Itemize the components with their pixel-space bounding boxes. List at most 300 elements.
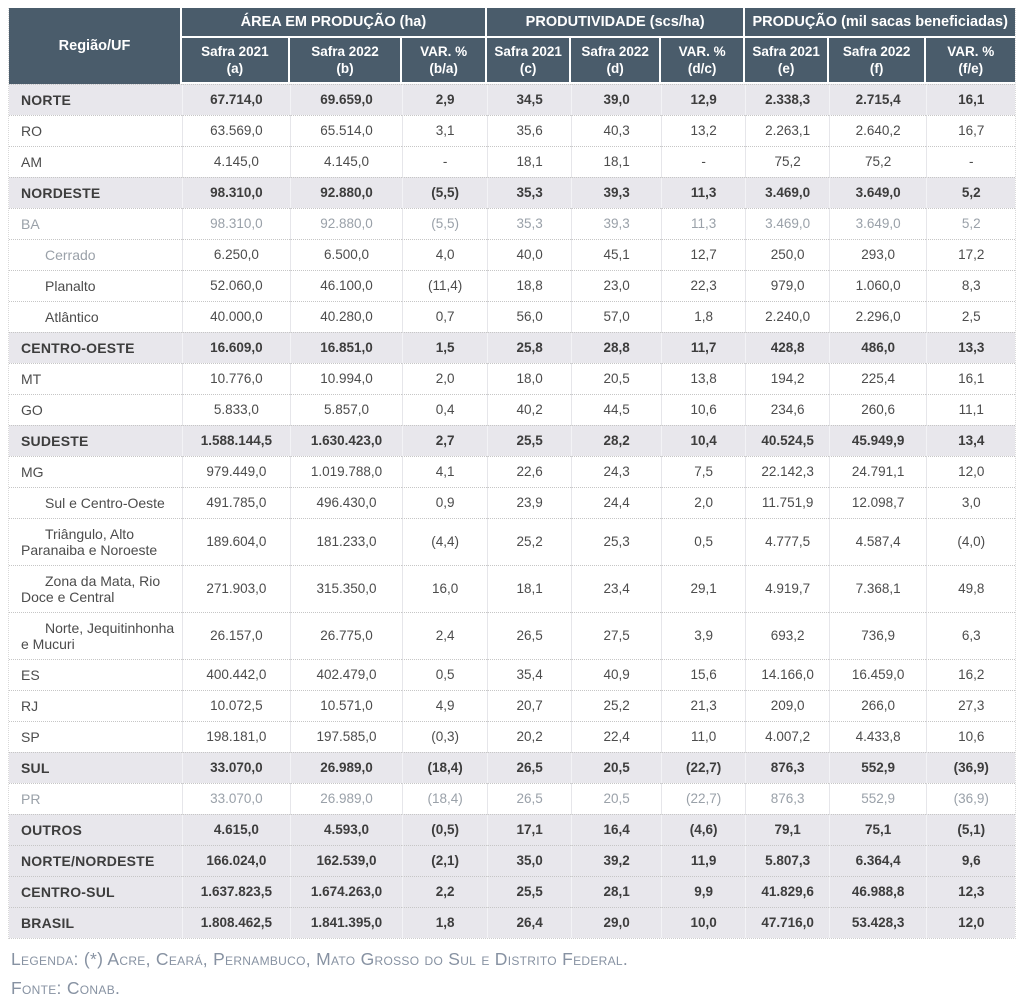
production-table — [8, 8, 1016, 939]
cell-value: 4.007,2 — [745, 721, 828, 752]
column-header-safra2022-d — [571, 38, 661, 84]
cell-value: 17,1 — [487, 814, 572, 845]
cell-value: (22,7) — [661, 752, 746, 783]
cell-value: 250,0 — [745, 239, 828, 270]
table-row — [9, 270, 1015, 301]
cell-value: 27,5 — [571, 612, 661, 659]
group-header-produtividade: PRODUTIVIDADE (scs/ha) — [487, 8, 746, 38]
cell-value: 16,2 — [926, 659, 1015, 690]
cell-value: 11,9 — [661, 845, 746, 876]
row-label: NORTE — [9, 84, 182, 115]
cell-value: (5,1) — [926, 814, 1015, 845]
cell-value: 189.604,0 — [182, 518, 290, 565]
cell-value: 40,0 — [487, 239, 572, 270]
cell-value: 26.775,0 — [290, 612, 403, 659]
row-label: MG — [9, 456, 182, 487]
cell-value: 79,1 — [745, 814, 828, 845]
cell-value: 6.500,0 — [290, 239, 403, 270]
cell-value: 23,0 — [571, 270, 661, 301]
cell-value: (4,6) — [661, 814, 746, 845]
cell-value: 98.310,0 — [182, 177, 290, 208]
cell-value: 26.989,0 — [290, 752, 403, 783]
column-header-line2: (d) — [606, 61, 624, 76]
table-row — [9, 518, 1015, 565]
column-header-var-dc — [661, 38, 746, 84]
cell-value: 16.609,0 — [182, 332, 290, 363]
cell-value: 16,0 — [402, 565, 487, 612]
row-label: SUDESTE — [9, 425, 182, 456]
cell-value: 12,7 — [661, 239, 746, 270]
table-row — [9, 425, 1015, 456]
row-label: NORDESTE — [9, 177, 182, 208]
row-label: Cerrado — [9, 239, 182, 270]
cell-value: 4,1 — [402, 456, 487, 487]
cell-value: 16.851,0 — [290, 332, 403, 363]
cell-value: 11,1 — [926, 394, 1015, 425]
cell-value: 2.240,0 — [745, 301, 828, 332]
column-header-region: Região/UF — [9, 8, 182, 84]
table-row — [9, 690, 1015, 721]
cell-value: 44,5 — [571, 394, 661, 425]
cell-value: 162.539,0 — [290, 845, 403, 876]
cell-value: (5,5) — [402, 208, 487, 239]
column-header-line1: VAR. % — [420, 44, 468, 59]
cell-value: 10.571,0 — [290, 690, 403, 721]
cell-value: (18,4) — [402, 783, 487, 814]
cell-value: 293,0 — [829, 239, 927, 270]
row-label: RO — [9, 115, 182, 146]
cell-value: 63.569,0 — [182, 115, 290, 146]
table-row — [9, 456, 1015, 487]
cell-value: 75,2 — [829, 146, 927, 177]
cell-value: 20,2 — [487, 721, 572, 752]
cell-value: 57,0 — [571, 301, 661, 332]
cell-value: 1.060,0 — [829, 270, 927, 301]
row-label: SUL — [9, 752, 182, 783]
cell-value: 49,8 — [926, 565, 1015, 612]
table-header — [9, 8, 1015, 84]
cell-value: 23,4 — [571, 565, 661, 612]
cell-value: 10.994,0 — [290, 363, 403, 394]
cell-value: 24.791,1 — [829, 456, 927, 487]
column-header-line2: (f) — [869, 61, 884, 76]
cell-value: 28,8 — [571, 332, 661, 363]
cell-value: 260,6 — [829, 394, 927, 425]
cell-value: 181.233,0 — [290, 518, 403, 565]
cell-value: 271.903,0 — [182, 565, 290, 612]
cell-value: 18,8 — [487, 270, 572, 301]
cell-value: 7,5 — [661, 456, 746, 487]
table-row — [9, 84, 1015, 115]
cell-value: 65.514,0 — [290, 115, 403, 146]
cell-value: 10.072,5 — [182, 690, 290, 721]
table-row — [9, 239, 1015, 270]
cell-value: 2.338,3 — [745, 84, 828, 115]
cell-value: 10,6 — [661, 394, 746, 425]
cell-value: 25,2 — [487, 518, 572, 565]
cell-value: 225,4 — [829, 363, 927, 394]
cell-value: 3,9 — [661, 612, 746, 659]
cell-value: 39,3 — [571, 208, 661, 239]
column-header-line1: Safra 2021 — [494, 44, 562, 59]
cell-value: 4.433,8 — [829, 721, 927, 752]
cell-value: 315.350,0 — [290, 565, 403, 612]
cell-value: 2.715,4 — [829, 84, 927, 115]
cell-value: 25,5 — [487, 876, 572, 907]
cell-value: 18,1 — [571, 146, 661, 177]
table-row — [9, 721, 1015, 752]
cell-value: 4.593,0 — [290, 814, 403, 845]
cell-value: 35,3 — [487, 177, 572, 208]
table-body — [9, 84, 1015, 938]
cell-value: 35,6 — [487, 115, 572, 146]
cell-value: 736,9 — [829, 612, 927, 659]
cell-value: (36,9) — [926, 783, 1015, 814]
cell-value: 1.674.263,0 — [290, 876, 403, 907]
cell-value: 1.630.423,0 — [290, 425, 403, 456]
table-row — [9, 177, 1015, 208]
cell-value: 979,0 — [745, 270, 828, 301]
cell-value: 22,3 — [661, 270, 746, 301]
cell-value: 22.142,3 — [745, 456, 828, 487]
cell-value: 46.100,0 — [290, 270, 403, 301]
cell-value: 4,0 — [402, 239, 487, 270]
cell-value: 26.157,0 — [182, 612, 290, 659]
cell-value: 7.368,1 — [829, 565, 927, 612]
cell-value: 18,1 — [487, 146, 572, 177]
column-header-safra2022-f — [829, 38, 927, 84]
cell-value: 4,9 — [402, 690, 487, 721]
cell-value: 5.807,3 — [745, 845, 828, 876]
cell-value: 12,0 — [926, 456, 1015, 487]
table-row — [9, 845, 1015, 876]
cell-value: 5,2 — [926, 208, 1015, 239]
cell-value: 1.588.144,5 — [182, 425, 290, 456]
table-row — [9, 814, 1015, 845]
table-row — [9, 394, 1015, 425]
cell-value: 12,9 — [661, 84, 746, 115]
cell-value: 20,7 — [487, 690, 572, 721]
cell-value: 3,1 — [402, 115, 487, 146]
column-header-safra2021-c — [487, 38, 572, 84]
row-label: GO — [9, 394, 182, 425]
cell-value: (11,4) — [402, 270, 487, 301]
cell-value: 552,9 — [829, 783, 927, 814]
cell-value: 26,4 — [487, 907, 572, 938]
cell-value: 1.841.395,0 — [290, 907, 403, 938]
cell-value: 0,4 — [402, 394, 487, 425]
cell-value: 39,0 — [571, 84, 661, 115]
column-header-line2: (b/a) — [429, 61, 458, 76]
cell-value: 2,2 — [402, 876, 487, 907]
cell-value: 14.166,0 — [745, 659, 828, 690]
cell-value: (0,3) — [402, 721, 487, 752]
cell-value: 3,0 — [926, 487, 1015, 518]
cell-value: 8,3 — [926, 270, 1015, 301]
cell-value: 45,1 — [571, 239, 661, 270]
cell-value: 10.776,0 — [182, 363, 290, 394]
table-row — [9, 332, 1015, 363]
column-header-safra2021-a — [182, 38, 290, 84]
cell-value: 3.649,0 — [829, 208, 927, 239]
table-row — [9, 783, 1015, 814]
cell-value: 10,0 — [661, 907, 746, 938]
cell-value: 13,4 — [926, 425, 1015, 456]
cell-value: 13,8 — [661, 363, 746, 394]
cell-value: 16,7 — [926, 115, 1015, 146]
cell-value: 4.145,0 — [290, 146, 403, 177]
cell-value: 4.919,7 — [745, 565, 828, 612]
column-header-line1: Safra 2022 — [842, 44, 911, 59]
cell-value: 22,6 — [487, 456, 572, 487]
row-label: BRASIL — [9, 907, 182, 938]
cell-value: 5.833,0 — [182, 394, 290, 425]
cell-value: 39,3 — [571, 177, 661, 208]
cell-value: 16,4 — [571, 814, 661, 845]
cell-value: 166.024,0 — [182, 845, 290, 876]
cell-value: 428,8 — [745, 332, 828, 363]
cell-value: 45.949,9 — [829, 425, 927, 456]
cell-value: 75,2 — [745, 146, 828, 177]
cell-value: 979.449,0 — [182, 456, 290, 487]
cell-value: 20,5 — [571, 783, 661, 814]
cell-value: (0,5) — [402, 814, 487, 845]
cell-value: 21,3 — [661, 690, 746, 721]
cell-value: 26,5 — [487, 783, 572, 814]
cell-value: 5.857,0 — [290, 394, 403, 425]
cell-value: 6.364,4 — [829, 845, 927, 876]
cell-value: 24,3 — [571, 456, 661, 487]
cell-value: 3.469,0 — [745, 177, 828, 208]
cell-value: 0,5 — [661, 518, 746, 565]
cell-value: 4.145,0 — [182, 146, 290, 177]
cell-value: 27,3 — [926, 690, 1015, 721]
legend-note: Legenda: (*) Acre, Ceará, Pernambuco, Mato Grosso do Sul e Distrito Federal. — [11, 949, 629, 969]
column-header-line1: Safra 2022 — [311, 44, 379, 59]
cell-value: 35,4 — [487, 659, 572, 690]
column-header-safra2021-e — [745, 38, 828, 84]
cell-value: 34,5 — [487, 84, 572, 115]
cell-value: (18,4) — [402, 752, 487, 783]
table-row — [9, 208, 1015, 239]
cell-value: 486,0 — [829, 332, 927, 363]
table-row — [9, 612, 1015, 659]
cell-value: 25,8 — [487, 332, 572, 363]
row-label: NORTE/NORDESTE — [9, 845, 182, 876]
row-label: Triângulo, Alto Paranaiba e Noroeste — [9, 518, 182, 565]
cell-value: 209,0 — [745, 690, 828, 721]
row-label: Atlântico — [9, 301, 182, 332]
cell-value: 22,4 — [571, 721, 661, 752]
table-row — [9, 565, 1015, 612]
row-label: ES — [9, 659, 182, 690]
column-header-line2: (b) — [336, 61, 354, 76]
cell-value: 35,0 — [487, 845, 572, 876]
cell-value: 1,8 — [661, 301, 746, 332]
table-row — [9, 301, 1015, 332]
cell-value: 75,1 — [829, 814, 927, 845]
cell-value: - — [926, 146, 1015, 177]
cell-value: 40,3 — [571, 115, 661, 146]
cell-value: 402.479,0 — [290, 659, 403, 690]
cell-value: 496.430,0 — [290, 487, 403, 518]
cell-value: 5,2 — [926, 177, 1015, 208]
row-label: SP — [9, 721, 182, 752]
cell-value: 47.716,0 — [745, 907, 828, 938]
cell-value: - — [661, 146, 746, 177]
column-header-line1: VAR. % — [947, 44, 995, 59]
row-label: Zona da Mata, Rio Doce e Central — [9, 565, 182, 612]
table-row — [9, 487, 1015, 518]
column-header-safra2022-b — [290, 38, 403, 84]
cell-value: 9,6 — [926, 845, 1015, 876]
cell-value: (4,0) — [926, 518, 1015, 565]
column-header-line2: (e) — [777, 61, 795, 76]
cell-value: 15,6 — [661, 659, 746, 690]
table-row — [9, 907, 1015, 938]
cell-value: 25,5 — [487, 425, 572, 456]
table-row — [9, 876, 1015, 907]
row-label: MT — [9, 363, 182, 394]
cell-value: 40.524,5 — [745, 425, 828, 456]
cell-value: 2,9 — [402, 84, 487, 115]
cell-value: 67.714,0 — [182, 84, 290, 115]
cell-value: 3.469,0 — [745, 208, 828, 239]
table-notes — [11, 949, 1014, 998]
cell-value: 11,0 — [661, 721, 746, 752]
cell-value: 41.829,6 — [745, 876, 828, 907]
group-header-producao: PRODUÇÃO (mil sacas beneficiadas) — [745, 8, 1015, 38]
cell-value: 98.310,0 — [182, 208, 290, 239]
cell-value: (36,9) — [926, 752, 1015, 783]
cell-value: 33.070,0 — [182, 752, 290, 783]
cell-value: 194,2 — [745, 363, 828, 394]
cell-value: 56,0 — [487, 301, 572, 332]
cell-value: 1.637.823,5 — [182, 876, 290, 907]
table-row — [9, 363, 1015, 394]
row-label: Planalto — [9, 270, 182, 301]
column-header-line1: Safra 2022 — [581, 44, 649, 59]
cell-value: 40,2 — [487, 394, 572, 425]
cell-value: 2,4 — [402, 612, 487, 659]
cell-value: 400.442,0 — [182, 659, 290, 690]
cell-value: 13,2 — [661, 115, 746, 146]
row-label: CENTRO-SUL — [9, 876, 182, 907]
cell-value: 12.098,7 — [829, 487, 927, 518]
cell-value: 26,5 — [487, 752, 572, 783]
cell-value: 9,9 — [661, 876, 746, 907]
cell-value: 24,4 — [571, 487, 661, 518]
cell-value: 11.751,9 — [745, 487, 828, 518]
cell-value: 18,0 — [487, 363, 572, 394]
row-label: RJ — [9, 690, 182, 721]
table-row — [9, 115, 1015, 146]
cell-value: 52.060,0 — [182, 270, 290, 301]
column-header-line1: Safra 2021 — [752, 44, 820, 59]
cell-value: 18,1 — [487, 565, 572, 612]
row-label: CENTRO-OESTE — [9, 332, 182, 363]
group-header-area: ÁREA EM PRODUÇÃO (ha) — [182, 8, 487, 38]
cell-value: 198.181,0 — [182, 721, 290, 752]
cell-value: 11,3 — [661, 177, 746, 208]
cell-value: 28,1 — [571, 876, 661, 907]
column-header-line1: VAR. % — [678, 44, 726, 59]
cell-value: 2.296,0 — [829, 301, 927, 332]
cell-value: 29,1 — [661, 565, 746, 612]
cell-value: 26.989,0 — [290, 783, 403, 814]
column-header-line2: (a) — [226, 61, 244, 76]
cell-value: 16,1 — [926, 84, 1015, 115]
column-header-var-fe — [926, 38, 1015, 84]
source-note: Fonte: Conab. — [11, 978, 121, 998]
column-header-line2: (c) — [519, 61, 537, 76]
cell-value: 1,5 — [402, 332, 487, 363]
cell-value: 16,1 — [926, 363, 1015, 394]
cell-value: 1.019.788,0 — [290, 456, 403, 487]
row-label: OUTROS — [9, 814, 182, 845]
cell-value: 20,5 — [571, 752, 661, 783]
cell-value: 4.615,0 — [182, 814, 290, 845]
cell-value: (5,5) — [402, 177, 487, 208]
cell-value: (22,7) — [661, 783, 746, 814]
cell-value: 266,0 — [829, 690, 927, 721]
cell-value: 3.649,0 — [829, 177, 927, 208]
cell-value: 4.777,5 — [745, 518, 828, 565]
row-label: AM — [9, 146, 182, 177]
cell-value: 2,7 — [402, 425, 487, 456]
cell-value: 12,3 — [926, 876, 1015, 907]
cell-value: 0,5 — [402, 659, 487, 690]
cell-value: 53.428,3 — [829, 907, 927, 938]
cell-value: 1.808.462,5 — [182, 907, 290, 938]
cell-value: 40.280,0 — [290, 301, 403, 332]
column-header-var-ba — [402, 38, 487, 84]
row-label: BA — [9, 208, 182, 239]
cell-value: 10,6 — [926, 721, 1015, 752]
cell-value: 23,9 — [487, 487, 572, 518]
cell-value: 13,3 — [926, 332, 1015, 363]
table-row — [9, 146, 1015, 177]
cell-value: 33.070,0 — [182, 783, 290, 814]
cell-value: 46.988,8 — [829, 876, 927, 907]
column-header-line1: Safra 2021 — [201, 44, 269, 59]
cell-value: 40,9 — [571, 659, 661, 690]
row-label: Norte, Jequitinhonha e Mucuri — [9, 612, 182, 659]
cell-value: 1,8 — [402, 907, 487, 938]
cell-value: 29,0 — [571, 907, 661, 938]
cell-value: 11,7 — [661, 332, 746, 363]
column-header-line2: (f/e) — [958, 61, 984, 76]
cell-value: 4.587,4 — [829, 518, 927, 565]
cell-value: 2,0 — [661, 487, 746, 518]
cell-value: (2,1) — [402, 845, 487, 876]
cell-value: 40.000,0 — [182, 301, 290, 332]
cell-value: 25,2 — [571, 690, 661, 721]
cell-value: 876,3 — [745, 752, 828, 783]
cell-value: 0,9 — [402, 487, 487, 518]
cell-value: (4,4) — [402, 518, 487, 565]
cell-value: 552,9 — [829, 752, 927, 783]
column-header-line2: (d/c) — [687, 61, 717, 76]
cell-value: 6.250,0 — [182, 239, 290, 270]
cell-value: 20,5 — [571, 363, 661, 394]
cell-value: 92.880,0 — [290, 177, 403, 208]
cell-value: 234,6 — [745, 394, 828, 425]
cell-value: 2.263,1 — [745, 115, 828, 146]
cell-value: 17,2 — [926, 239, 1015, 270]
row-label: PR — [9, 783, 182, 814]
cell-value: - — [402, 146, 487, 177]
